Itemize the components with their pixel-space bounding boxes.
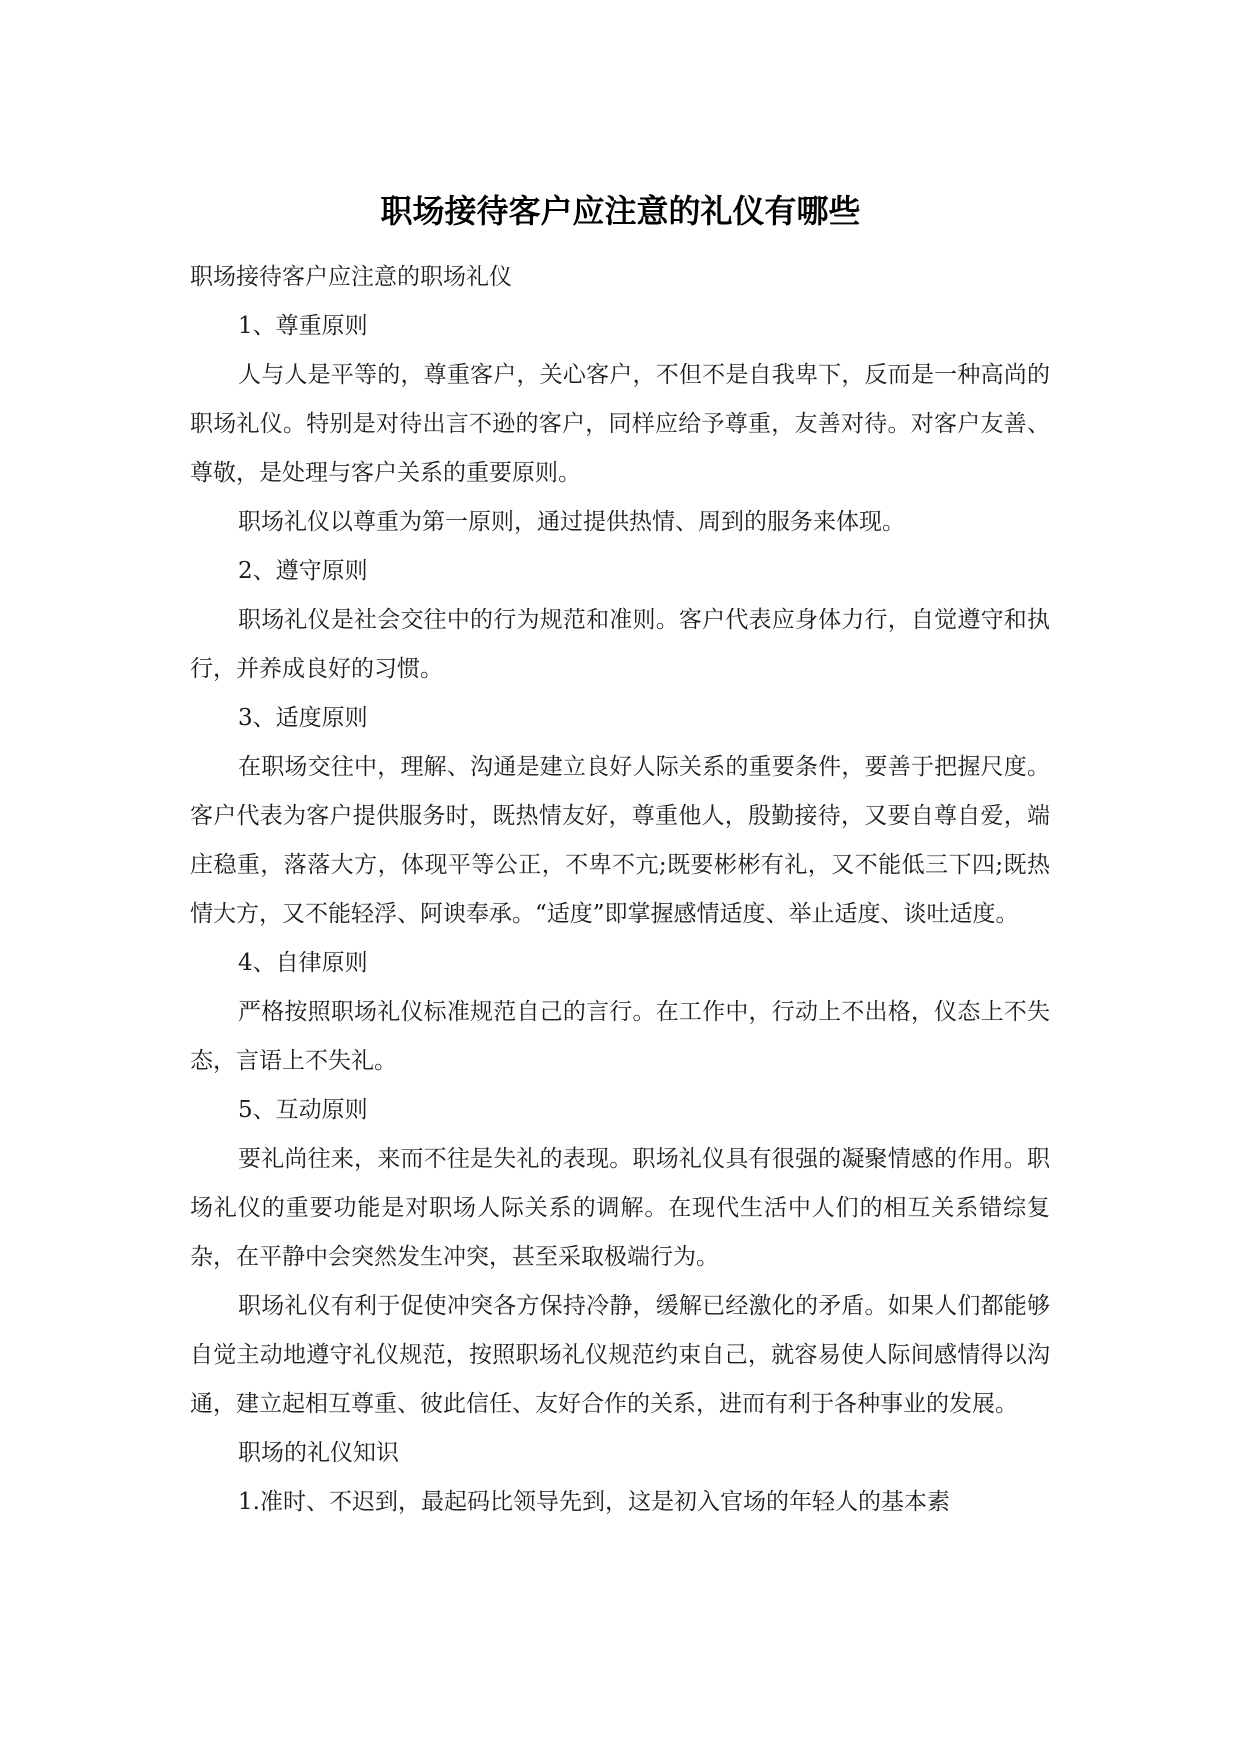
paragraph: 在职场交往中，理解、沟通是建立良好人际关系的重要条件，要善于把握尺度。客户代表为客户提供服务时，既热情友好，尊重他人，殷勤接待，又要自尊自爱，端庄稳重，落落大方，体现平等公正，不卑不亢;既要彬彬有礼，又不能低三下四;既热情大方，又不能轻浮、阿谀奉承。“适度”即掌握感情适度、举止适度、谈吐适度。 <box>190 754 1050 927</box>
subtitle-paragraph: 职场接待客户应注意的职场礼仪 <box>190 264 512 290</box>
document-body <box>190 253 1050 1527</box>
section-heading-moderation: 3、适度原则 <box>238 705 368 731</box>
paragraph: 1.准时、不迟到，最起码比领导先到，这是初入官场的年轻人的基本素 <box>238 1489 950 1515</box>
section-heading-respect: 1、尊重原则 <box>238 313 368 339</box>
paragraph: 人与人是平等的，尊重客户，关心客户，不但不是自我卑下，反而是一种高尚的职场礼仪。特别是对待出言不逊的客户，同样应给予尊重，友善对待。对客户友善、尊敬，是处理与客户关系的重要原则。 <box>190 362 1050 486</box>
document-title: 职场接待客户应注意的礼仪有哪些 <box>380 192 861 230</box>
section-heading-self-discipline: 4、自律原则 <box>238 950 368 976</box>
section-heading-knowledge: 职场的礼仪知识 <box>238 1440 399 1466</box>
paragraph: 职场礼仪是社会交往中的行为规范和准则。客户代表应身体力行，自觉遵守和执行，并养成良好的习惯。 <box>190 607 1050 682</box>
section-heading-interaction: 5、互动原则 <box>238 1097 368 1123</box>
paragraph: 要礼尚往来，来而不往是失礼的表现。职场礼仪具有很强的凝聚情感的作用。职场礼仪的重要功能是对职场人际关系的调解。在现代生活中人们的相互关系错综复杂，在平静中会突然发生冲突，甚至采取极端行为。 <box>190 1146 1050 1270</box>
paragraph: 严格按照职场礼仪标准规范自己的言行。在工作中，行动上不出格，仪态上不失态，言语上不失礼。 <box>190 999 1050 1074</box>
section-heading-compliance: 2、遵守原则 <box>238 558 368 584</box>
paragraph: 职场礼仪有利于促使冲突各方保持冷静，缓解已经激化的矛盾。如果人们都能够自觉主动地遵守礼仪规范，按照职场礼仪规范约束自己，就容易使人际间感情得以沟通，建立起相互尊重、彼此信任、友好合作的关系，进而有利于各种事业的发展。 <box>190 1293 1050 1417</box>
paragraph: 职场礼仪以尊重为第一原则，通过提供热情、周到的服务来体现。 <box>238 509 905 535</box>
